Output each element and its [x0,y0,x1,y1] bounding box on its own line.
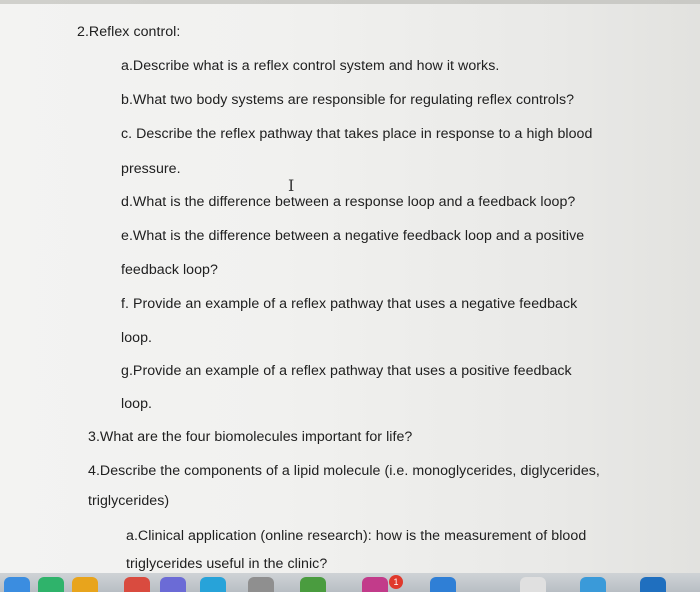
dock-app-icon[interactable] [72,577,98,592]
question-2e-line1: e.What is the difference between a negative feedback loop and a positive [121,228,585,244]
question-4-line1: 4.Describe the components of a lipid molecule (i.e. monoglycerides, diglycerides, [88,463,600,479]
dock-app-icon[interactable] [200,577,226,592]
question-2g-line1: g.Provide an example of a reflex pathway that uses a positive feedback [121,363,572,379]
dock-app-icon[interactable] [430,577,456,592]
question-2d: d.What is the difference between a response loop and a feedback loop? [121,194,576,210]
question-4a-line2: triglycerides useful in the clinic? [126,556,328,572]
question-2-heading: 2.Reflex control: [77,24,181,40]
dock-app-icon[interactable] [124,577,150,592]
dock-app-icon[interactable] [362,577,388,592]
dock-app-icon[interactable] [580,577,606,592]
question-2a: a.Describe what is a reflex control system and how it works. [121,58,500,74]
question-3: 3.What are the four biomolecules important for life? [88,429,413,445]
dock-app-icon[interactable] [640,577,666,592]
dock-app-icon[interactable] [38,577,64,592]
question-2f-line1: f. Provide an example of a reflex pathway that uses a negative feedback [121,296,578,312]
dock-app-icon[interactable] [248,577,274,592]
dock-app-icon[interactable] [300,577,326,592]
notification-badge: 1 [389,575,403,589]
question-2b: b.What two body systems are responsible for regulating reflex controls? [121,92,575,108]
question-2f-line2: loop. [121,330,153,346]
question-2c-line2: pressure. [121,161,181,177]
question-4a-line1: a.Clinical application (online research): how is the measurement of blood [126,528,587,544]
dock-app-icon[interactable] [160,577,186,592]
i-beam-cursor-icon: I [288,176,295,195]
question-2e-line2: feedback loop? [121,262,218,278]
dock-app-icon[interactable] [4,577,30,592]
dock-app-icon[interactable] [520,577,546,592]
question-4-line2: triglycerides) [88,493,170,509]
question-2g-line2: loop. [121,396,153,412]
dock [0,573,700,592]
question-2c-line1: c. Describe the reflex pathway that takes place in response to a high blood [121,126,593,142]
